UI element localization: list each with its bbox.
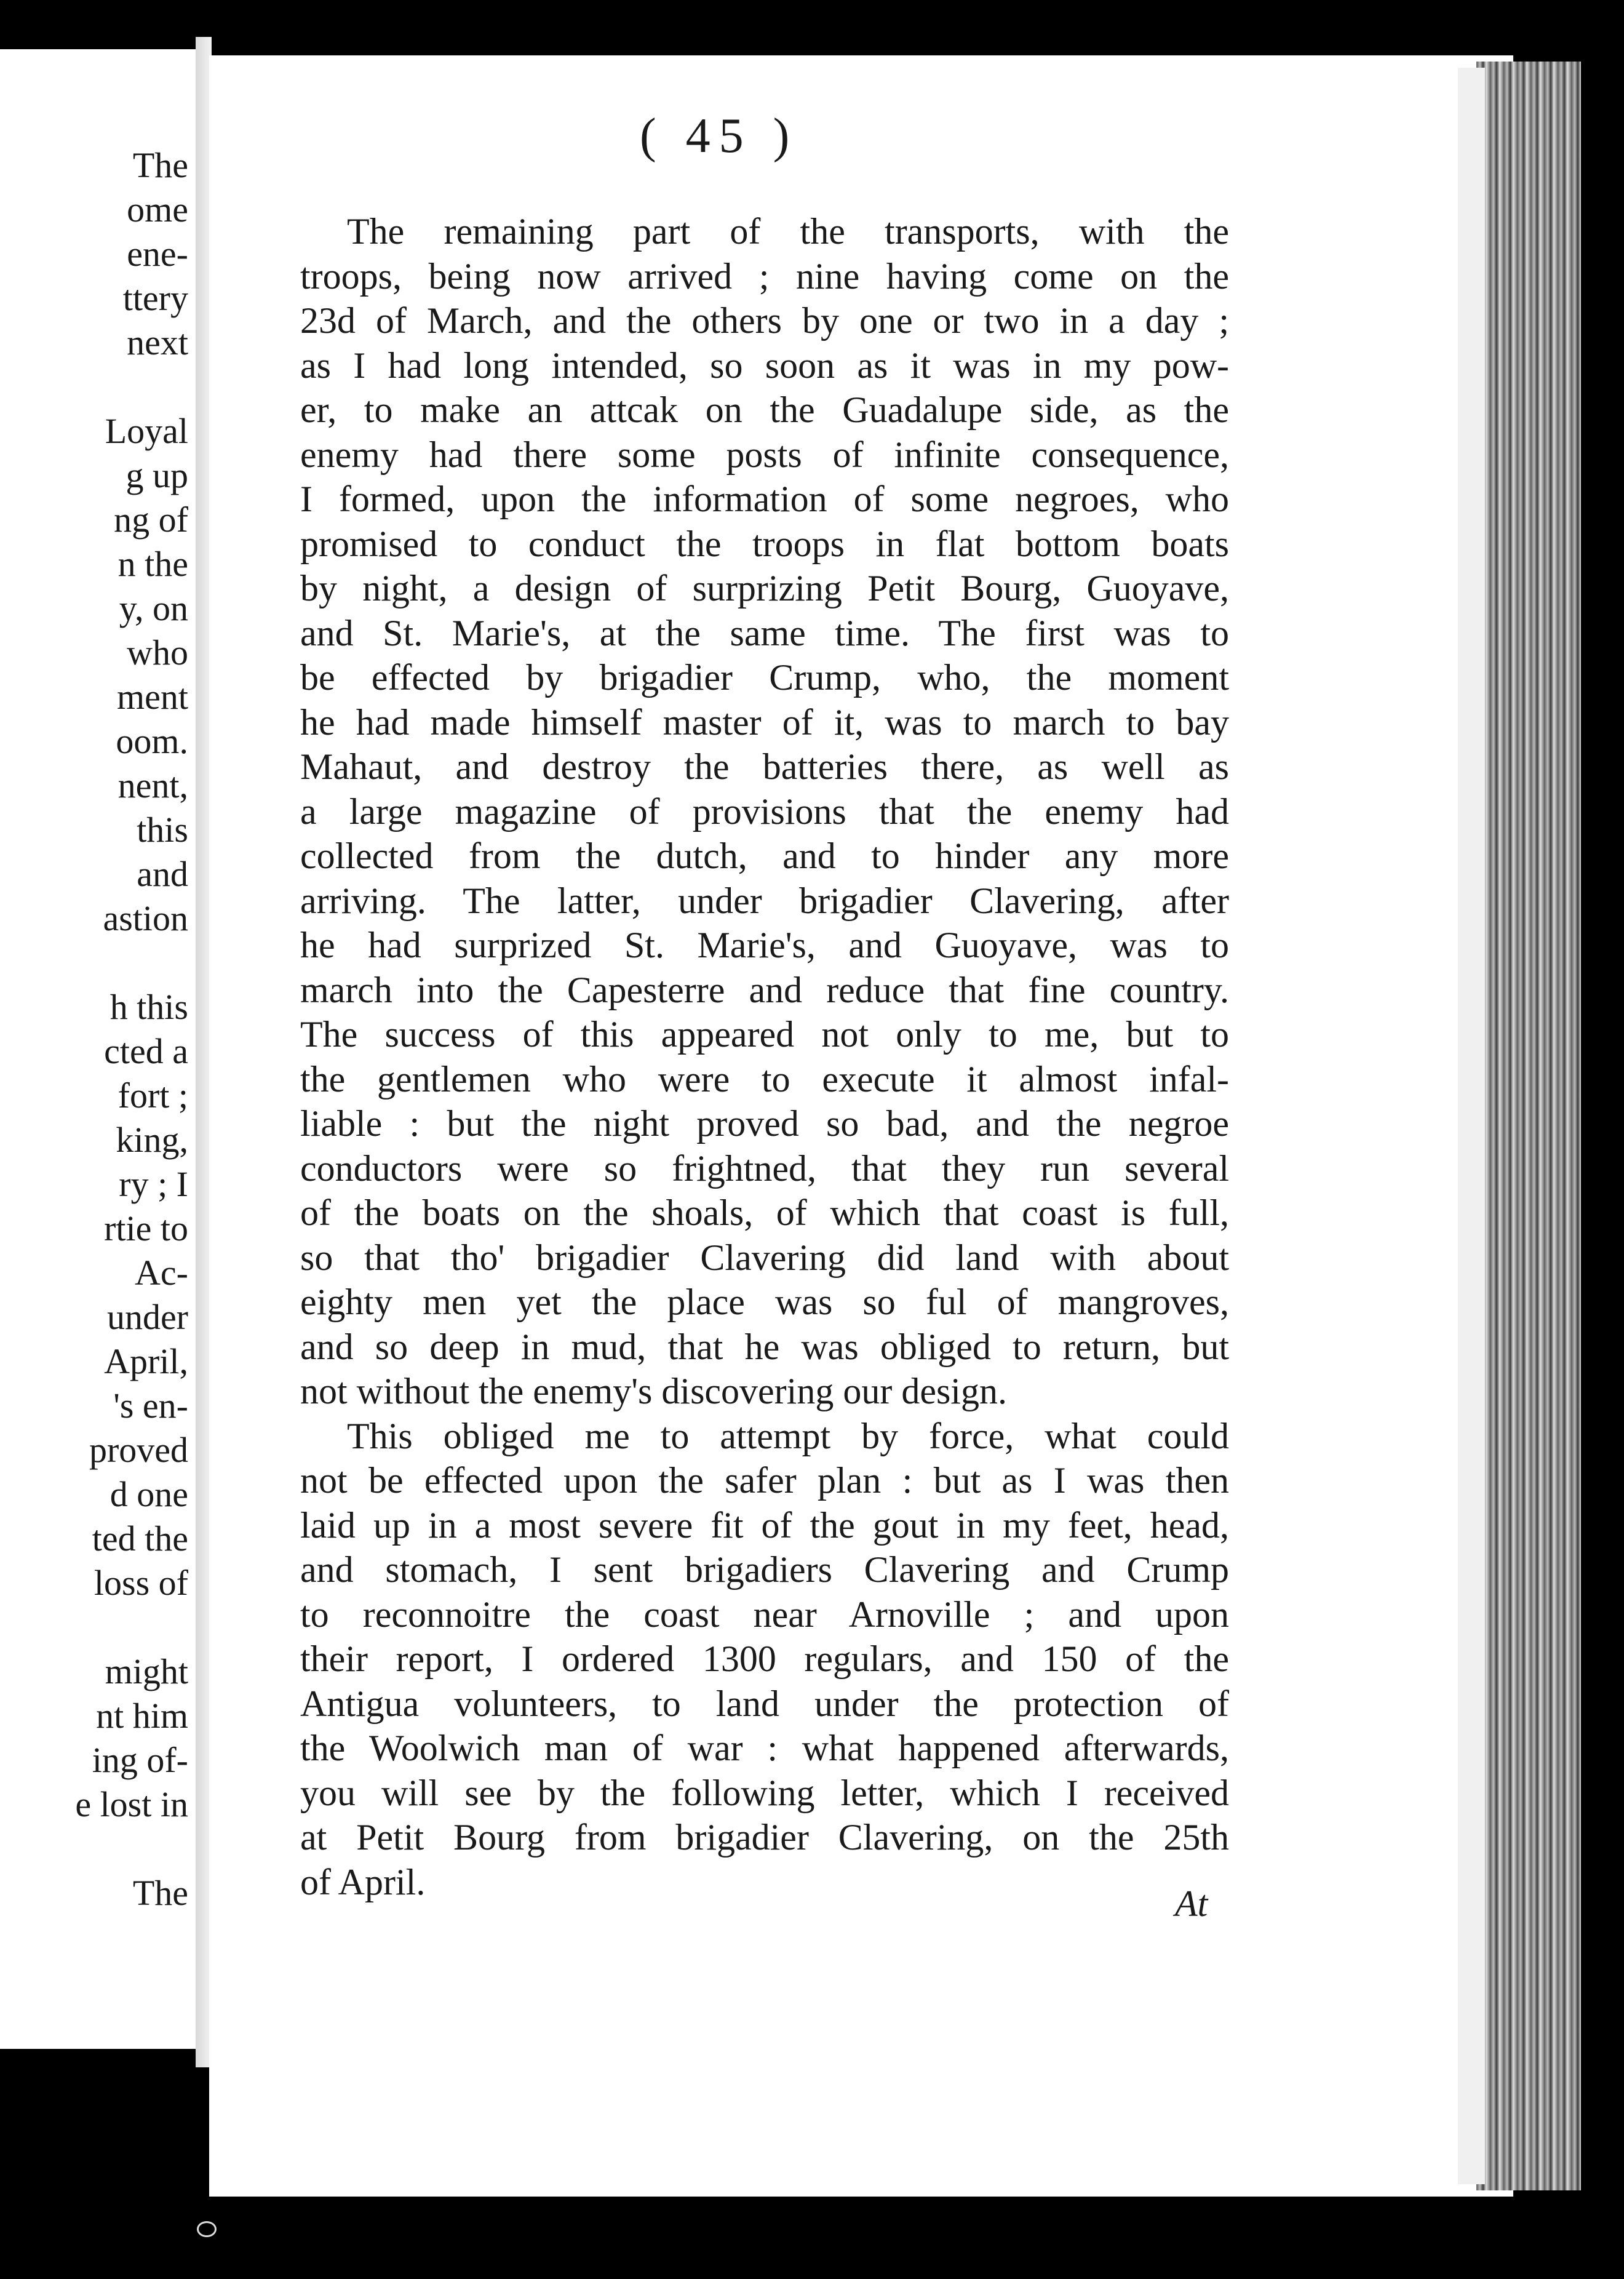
left-page-line: y, on [119,588,188,628]
left-page-line: oom. [116,721,188,761]
text-line: liable : but the night proved so bad, and the negroe [300,1103,1229,1144]
left-page-line: ry ; I [119,1164,188,1204]
text-line: so that tho' brigadier Clavering did land with about [300,1237,1229,1278]
left-page-line: e lost in [75,1784,188,1824]
left-page-line: The [132,145,188,185]
text-line: and so deep in mud, that he was obliged to return, but [300,1326,1229,1367]
text-line: not be effected upon the safer plan : but as I was then [300,1460,1229,1501]
left-page-line: h this [109,987,188,1027]
text-line: of the boats on the shoals, of which that coast is full, [300,1192,1229,1233]
left-page-line: Loyal [105,411,188,451]
text-line: arriving. The latter, under brigadier Clavering, after [300,880,1229,921]
left-page-line: ted the [92,1519,188,1559]
left-page-line: ttery [122,278,188,318]
text-line: a large magazine of provisions that the enemy had [300,791,1229,832]
left-page-line: loss of [94,1563,188,1603]
text-line: The success of this appeared not only to me, but to [300,1014,1229,1055]
text-line: of April. [300,1861,426,1902]
text-line: I formed, upon the information of some negroes, who [300,479,1229,519]
text-line: be effected by brigadier Crump, who, the moment [300,657,1229,698]
text-line: march into the Capesterre and reduce that fine country. [300,969,1229,1010]
left-page-line: might [105,1651,188,1691]
text-line: eighty men yet the place was so ful of mangroves, [300,1282,1229,1322]
text-line: promised to conduct the troops in flat bottom boats [300,523,1229,564]
text-line: collected from the dutch, and to hinder any more [300,836,1229,876]
left-page-line: d one [109,1474,188,1514]
text-line: and stomach, I sent brigadiers Clavering and Crump [300,1549,1229,1590]
text-line: This obliged me to attempt by force, what could [347,1415,1229,1456]
text-line: he had surprized St. Marie's, and Guoyave, was to [300,925,1229,965]
page-edges [1476,62,1581,2190]
left-page-line: Ac- [135,1253,188,1293]
left-page-line: rtie to [104,1208,188,1248]
text-line: laid up in a most severe fit of the gout in my feet, head, [300,1504,1229,1546]
left-page-line: ment [117,677,188,717]
left-page-line: cted a [104,1031,188,1071]
text-line: Mahaut, and destroy the batteries there, as well as [300,746,1229,787]
left-page-line: g up [125,455,188,495]
text-line: er, to make an attcak on the Guadalupe side, as the [300,389,1229,430]
left-page-line: next [127,322,188,362]
text-line: by night, a design of surprizing Petit Bourg, Guoyave, [300,568,1229,609]
left-page-line: under [106,1297,188,1337]
stray-mark [197,2221,217,2237]
left-page-line: who [127,633,188,673]
left-page-line: ene- [127,234,188,274]
left-page-line: ome [127,190,188,229]
text-line: and St. Marie's, at the same time. The first was to [300,612,1229,653]
left-page-line: n the [117,544,188,584]
left-page-line: this [137,810,188,850]
text-line: he had made himself master of it, was to march to bay [300,701,1229,743]
text-line: 23d of March, and the others by one or two in a day ; [300,300,1229,341]
catchword: At [1175,1883,1208,1924]
text-line: The remaining part of the transports, with the [347,211,1229,252]
text-line: to reconnoitre the coast near Arnoville ; and upon [300,1594,1229,1635]
text-line: Antigua volunteers, to land under the protection of [300,1683,1229,1724]
left-page-line: astion [103,898,188,938]
page-number: ( 45 ) [640,109,798,163]
text-line: as I had long intended, so soon as it was in my pow- [300,345,1229,386]
text-line: the Woolwich man of war : what happened afterwards, [300,1728,1229,1768]
text-line: their report, I ordered 1300 regulars, and 150 of the [300,1638,1229,1679]
text-line: at Petit Bourg from brigadier Clavering, on the 25th [300,1817,1229,1858]
left-page-line: fort ; [117,1076,188,1116]
left-page-line: April, [104,1341,188,1381]
page-edge-highlight [1458,68,1485,2184]
text-line: the gentlemen who were to execute it almost infal- [300,1058,1229,1100]
left-page-line: nt him [96,1696,188,1736]
left-page-line: 's en- [113,1386,188,1426]
left-page-line: The [132,1873,188,1913]
left-page-line: and [137,854,188,894]
text-line: not without the enemy's discovering our design. [300,1371,1007,1411]
left-page-line: ng of [114,500,188,540]
text-line: enemy had there some posts of infinite consequence, [300,434,1229,475]
left-page-line: nent, [117,765,188,805]
left-page-line: ing of- [92,1740,188,1780]
left-page-line: proved [89,1430,188,1470]
left-page-line: king, [116,1120,188,1160]
text-line: troops, being now arrived ; nine having come on the [300,255,1229,297]
text-line: conductors were so frightned, that they run several [300,1147,1229,1189]
left-page-fragment [0,49,198,2049]
text-line: you will see by the following letter, which I received [300,1772,1229,1813]
